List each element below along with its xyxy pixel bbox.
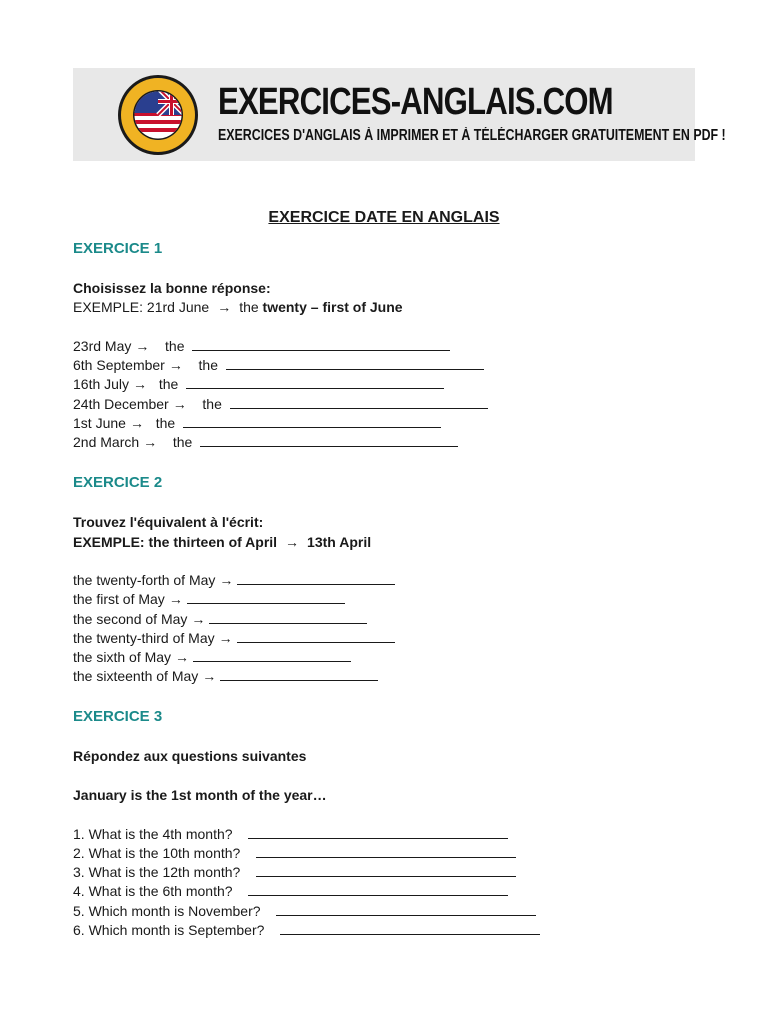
arrow-icon: → [168,357,183,373]
exercise-2-example [73,534,371,550]
item-text: the first of May [73,591,165,607]
question-text: 1. What is the 4th month? [73,826,233,842]
site-tagline: EXERCICES D'ANGLAIS À IMPRIMER ET À TÉLÉCHARGER GRATUITEMENT EN PDF ! [218,127,726,144]
answer-blank[interactable] [187,591,345,604]
answer-blank[interactable] [276,903,536,916]
exercise-3-question [73,864,516,880]
item-date: 16th July [73,376,130,392]
exercise-1-item [73,434,458,450]
exercise-3-question [73,903,536,919]
arrow-icon: → [217,299,232,315]
answer-blank[interactable] [200,434,458,447]
exercise-1-item [73,357,484,373]
item-date: 24th December [73,396,169,412]
arrow-icon: → [168,591,183,607]
item-the: the [165,338,185,354]
site-banner [73,68,726,161]
exercise-1-item [73,338,450,354]
answer-blank[interactable] [256,864,516,877]
answer-blank[interactable] [237,572,395,585]
arrow-icon: → [129,415,144,431]
question-text: 5. Which month is November? [73,903,261,919]
exercise-2-item [73,611,367,627]
exercise-2-instruction: Trouvez l'équivalent à l'écrit: [73,514,264,530]
example-answer: twenty – first of June [262,299,403,315]
site-title: EXERCICES-ANGLAIS.COM [218,81,613,123]
item-the: the [158,376,179,392]
answer-blank[interactable] [193,649,351,662]
item-text: the second of May [73,611,188,627]
answer-blank[interactable] [220,668,378,681]
arrow-icon: → [202,668,217,684]
item-the: the [198,357,218,373]
answer-blank[interactable] [256,845,516,858]
arrow-icon: → [218,630,233,646]
answer-blank[interactable] [248,826,508,839]
exercise-3-instruction: Répondez aux questions suivantes [73,748,307,764]
arrow-icon: → [172,396,187,412]
exercise-1-item [73,415,441,431]
answer-blank[interactable] [186,376,444,389]
exercise-1-example [73,299,403,315]
answer-blank[interactable] [230,396,488,409]
question-text: 3. What is the 12th month? [73,864,241,880]
item-text: the sixth of May [73,649,172,665]
arrow-icon: → [219,572,234,588]
exercise-3-heading: EXERCICE 3 [73,708,163,725]
exercise-3-question [73,922,540,938]
question-text: 6. Which month is September? [73,922,265,938]
answer-blank[interactable] [280,922,540,935]
exercise-3-note: January is the 1st month of the year… [73,787,327,803]
answer-blank[interactable] [183,415,441,428]
answer-blank[interactable] [192,338,450,351]
exercise-2-item [73,649,351,665]
item-date: 23rd May [73,338,132,354]
arrow-icon: → [135,338,150,354]
exercise-3-question [73,826,508,842]
exercise-2-item [73,668,378,684]
item-text: the twenty-third of May [73,630,215,646]
example-the: the [239,299,259,315]
exercise-1-heading: EXERCICE 1 [73,240,163,257]
answer-blank[interactable] [237,630,395,643]
arrow-icon: → [285,534,300,550]
exercise-2-item [73,630,395,646]
item-text: the twenty-forth of May [73,572,216,588]
example-label: EXEMPLE: 21rd June [73,299,210,315]
exercise-1-instruction: Choisissez la bonne réponse: [73,280,271,296]
question-text: 4. What is the 6th month? [73,883,233,899]
answer-blank[interactable] [248,883,508,896]
item-text: the sixteenth of May [73,668,199,684]
site-logo [117,74,199,156]
exercise-1-item [73,396,488,412]
exercise-3-question [73,883,508,899]
example-answer: 13th April [307,534,372,550]
answer-blank[interactable] [226,357,484,370]
item-the: the [202,396,222,412]
page-title: EXERCICE DATE EN ANGLAIS [268,209,500,226]
item-date: 6th September [73,357,165,373]
answer-blank[interactable] [209,611,367,624]
item-date: 2nd March [73,434,140,450]
arrow-icon: → [175,649,190,665]
item-the: the [155,415,176,431]
exercise-1-item [73,376,444,392]
arrow-icon: → [133,376,148,392]
item-date: 1st June [73,415,126,431]
exercise-2-heading: EXERCICE 2 [73,474,163,491]
item-the: the [172,434,193,450]
exercise-2-item [73,572,395,588]
arrow-icon: → [143,434,158,450]
arrow-icon: → [191,611,206,627]
exercise-2-item [73,591,345,607]
question-text: 2. What is the 10th month? [73,845,241,861]
exercise-3-question [73,845,516,861]
example-label: EXEMPLE: the thirteen of April [73,534,278,550]
